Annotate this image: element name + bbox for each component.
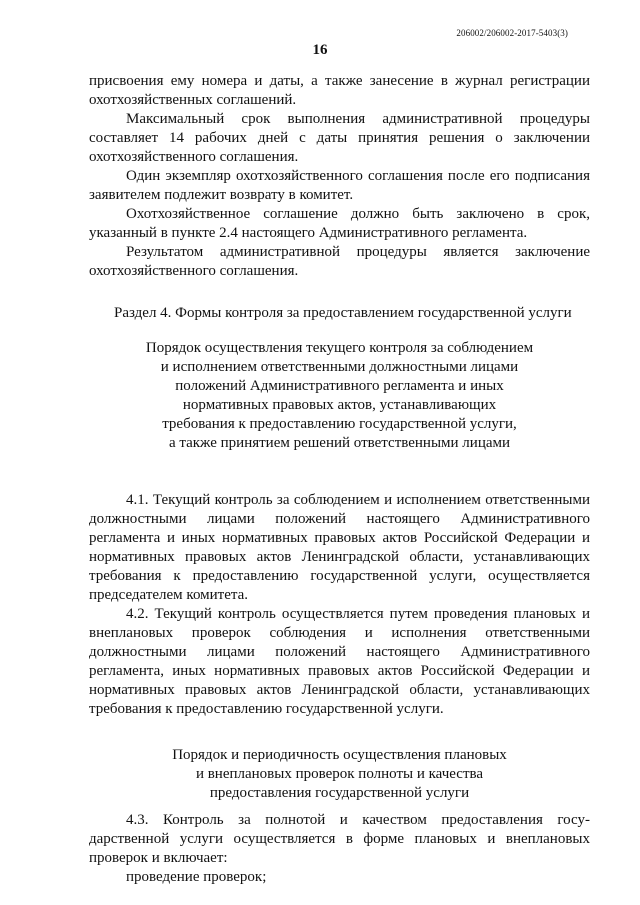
paragraph-procedure-result: Результатом административной процедуры является заключение охотхозяйственного соглашения. <box>89 244 590 279</box>
subheading-line: Порядок осуществления текущего контроля за соблюдением <box>145 340 534 356</box>
subheading-current-control <box>89 339 590 453</box>
paragraph-copy-return: Один экземпляр охотхозяйственного соглашения после его подписания заявителем подлежит возврату в комитет. <box>89 168 590 203</box>
subheading-line: и исполнением ответственными должностными лицами <box>160 359 519 375</box>
paragraph-agreement-term: Охотхозяйственное соглашение должно быть заключено в срок, указанный в пункте 2.4 настоящего Административного регламента. <box>89 206 590 241</box>
section-title: Раздел 4. Формы контроля за предоставлением государственной услуги <box>114 305 572 321</box>
document-id: 206002/206002-2017-5403(3) <box>456 28 568 38</box>
subheading-inspections <box>89 746 590 803</box>
subheading-line: Порядок и периодичность осуществления плановых <box>172 747 507 763</box>
paragraph-4-2: 4.2. Текущий контроль осуществляется путем проведения плановых и внеплановых проверок соблюдения и исполнения ответственными должностными лицами положений настоящего Административного регламента, иных нормативных правовых актов Российской Федерации и нормативных правовых актов Ленинградской области, устанавливающих требования к предоставлению государственной услуги. <box>89 606 590 717</box>
subheading-line: положений Административного регламента и иных <box>175 378 504 394</box>
subheading-line: требования к предоставлению государственной услуги, <box>162 416 517 432</box>
list-item: проведение проверок; <box>126 869 267 885</box>
page-number: 16 <box>312 42 328 58</box>
document-body <box>89 72 590 887</box>
paragraph-4-3: 4.3. Контроль за полнотой и качеством предоставления госу- дарственной услуги осуществляется в форме плановых и внеплановых проверок и включает: <box>89 812 590 866</box>
paragraph-max-term: Максимальный срок выполнения административной процедуры составляет 14 рабочих дней с даты принятия решения о заключении охотхозяйственного соглашения. <box>89 111 590 165</box>
paragraph-4-1: 4.1. Текущий контроль за соблюдением и исполнением ответственными должностными лицами положений настоящего Административного регламента и иных нормативных правовых актов Российской Федерации и нормативных правовых актов Ленинградской области, устанавливающих требования к предоставлению государственной услуги, осуществляется председателем комитета. <box>89 492 590 603</box>
subheading-line: нормативных правовых актов, устанавливающих <box>182 397 497 413</box>
subheading-line: и внеплановых проверок полноты и качества <box>195 766 484 782</box>
paragraph-continuation: присвоения ему номера и даты, а также занесение в журнал регистрации охотхозяйственных соглашений. <box>89 73 590 108</box>
subheading-line: а также принятием решений ответственными лицами <box>168 435 511 451</box>
subheading-line: предоставления государственной услуги <box>209 785 470 801</box>
